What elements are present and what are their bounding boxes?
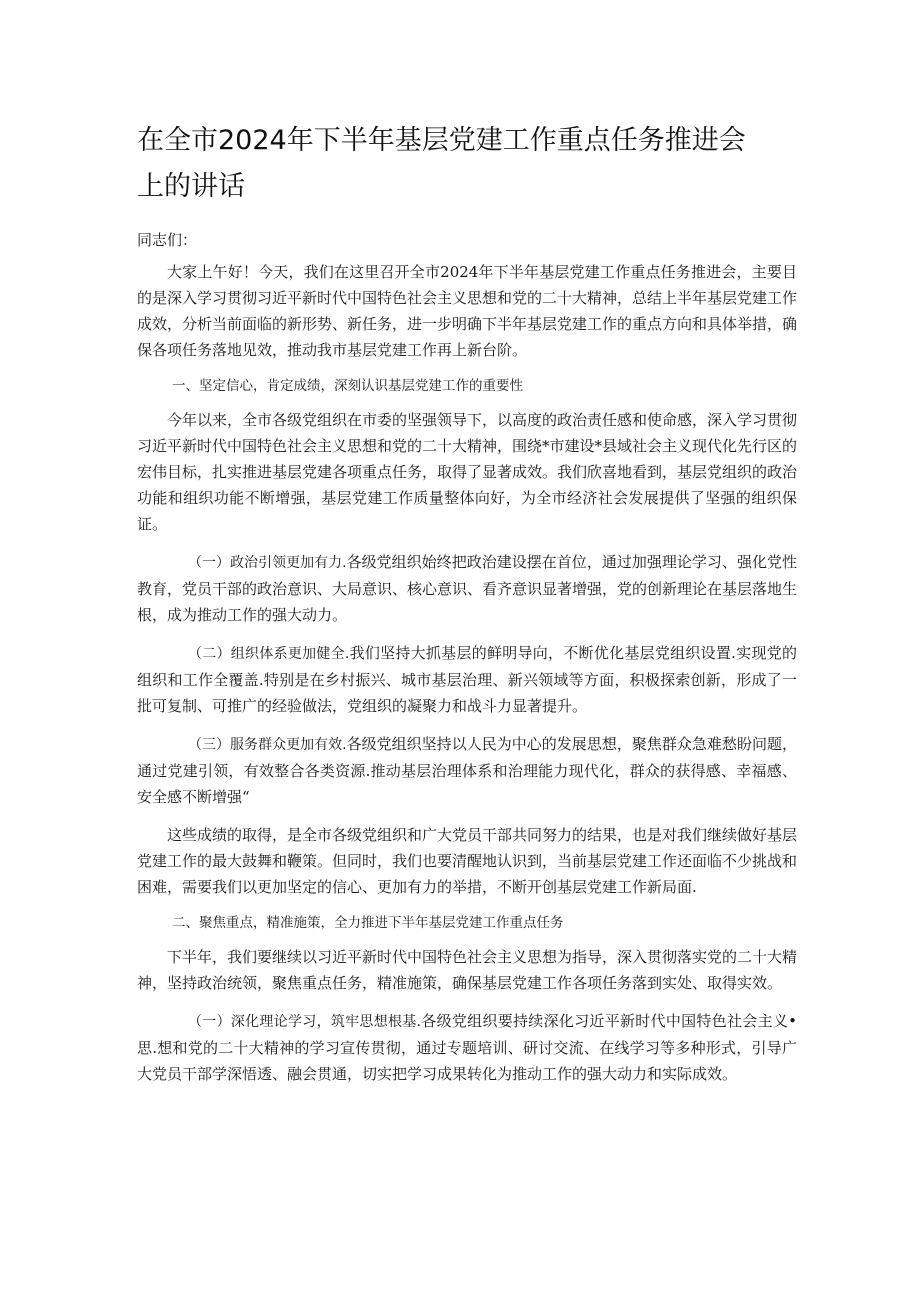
section-2-heading: 二、聚焦重点，精准施策，全力推进下半年基层党建工作重点任务 [172, 915, 564, 931]
document-title [137, 118, 777, 210]
item-text: 各级党组织始终把政治建设摆在首位，通过加强理论学习、强化党性教育，党员干部的政治意识、大局意识、核心意识、看齐意识显著增强，党的创新理论在基层落地生根，成为推动工作的强大动力。 [137, 553, 798, 624]
title-line-2: 上的讲话 [137, 171, 245, 202]
item-lead: （一）政治引领更加有力. [188, 555, 347, 571]
intro-paragraph: 大家上午好！今天，我们在这里召开全市2024年下半年基层党建工作重点任务推进会，主要目的是深入学习贯彻习近平新时代中国特色社会主义思想和党的二十大精神，总结上半年基层党建工作成效，分析当前面临的新形势、新任务，进一步明确下半年基层党建工作的重点方向和具体举措，确保各项任务落地见效，推动我市基层党建工作再上新台阶。 [137, 263, 798, 359]
item-text: 我们坚持大抓基层的鲜明导向，不断优化基层党组织设置.实现党的组织和工作全覆盖.特别是在乡村振兴、城市基层治理、新兴领域等方面，积极探索创新，形成了一批可复制、可推广的经验做法，党组织的凝聚力和战斗力显著提升。 [137, 644, 797, 715]
section-1-paragraph: 今年以来，全市各级党组织在市委的坚强领导下，以高度的政治责任感和使命感，深入学习贯彻习近平新时代中国特色社会主义思想和党的二十大精神，围绕*市建设*县域社会主义现代化先行区的宏伟目标，扎实推进基层党建各项重点任务，取得了显著成效。我们欣喜地看到，基层党组织的政治功能和组织功能不断增强，基层党建工作质量整体向好，为全市经济社会发展提供了坚强的组织保证。 [137, 411, 798, 533]
item-text: 各级党组织坚持以人民为中心的发展思想，聚焦群众急难愁盼问题，通过党建引领，有效整合各类资源.推动基层治理体系和治理能力现代化，群众的获得感、幸福感、安全感不断增强“ [137, 735, 797, 806]
item-lead: （二）组织体系更加健全. [188, 646, 350, 662]
section-1-heading: 一、坚定信心，肯定成绩，深刻认识基层党建工作的重要性 [172, 378, 523, 394]
section-2-item-1 [137, 1008, 797, 1087]
item-text: 各级党组织要持续深化习近平新时代中国特色社会主义•思.想和党的二十大精神的学习宣传贯彻，通过专题培训、研讨交流、在线学习等多种形式，引导广大党员干部学深悟透、融会贯通，切实把学习成果转化为推动工作的强大动力和实际成效。 [137, 1012, 797, 1083]
section-1-closing: 这些成绩的取得，是全市各级党组织和广大党员干部共同努力的结果，也是对我们继续做好基层党建工作的最大鼓舞和鞭策。但同时，我们也要清醒地认识到，当前基层党建工作还面临不少挑战和困难，需要我们以更加坚定的信心、更加有力的举措，不断开创基层党建工作新局面. [137, 826, 798, 896]
section-2-paragraph: 下半年，我们要继续以习近平新时代中国特色社会主义思想为指导，深入贯彻落实党的二十大精神，坚持政治统领，聚焦重点任务，精准施策，确保基层党建工作各项任务落到实处、取得实效。 [137, 948, 798, 992]
section-1-item-1 [137, 549, 797, 628]
document-body [137, 259, 797, 1099]
section-1-item-3 [137, 731, 797, 810]
salutation: 同志们： [137, 231, 198, 249]
title-line-1: 在全市2024年下半年基层党建工作重点任务推进会 [137, 125, 746, 156]
section-1-item-2 [137, 640, 797, 719]
item-lead: （一）深化理论学习，筑牢思想根基. [188, 1014, 422, 1030]
item-lead: （三）服务群众更加有效. [188, 737, 347, 753]
